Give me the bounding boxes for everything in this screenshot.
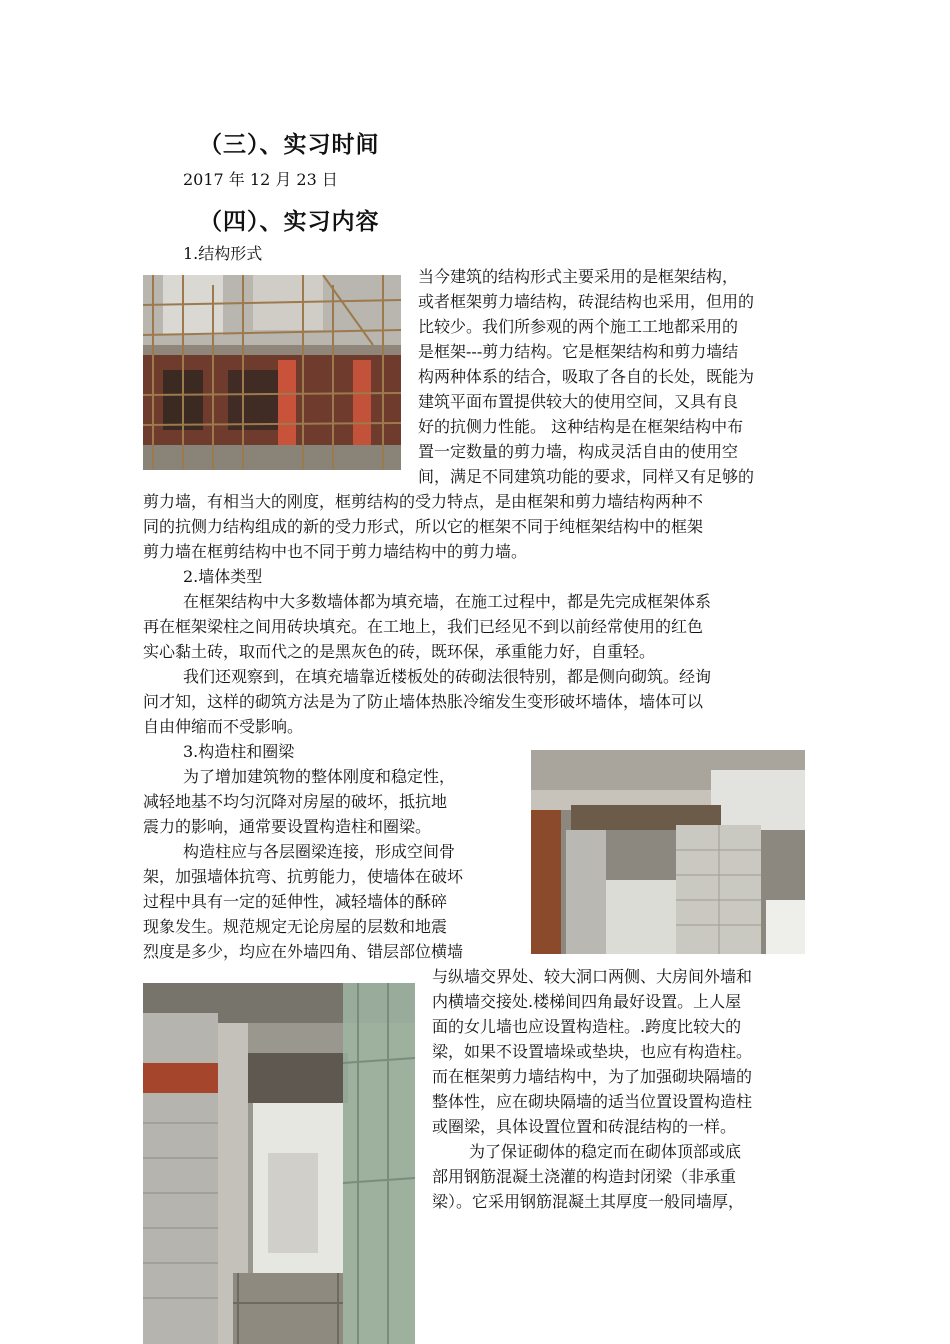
structure-paragraph-beside [418,264,754,489]
text-line: 梁，如果不设置墙垛或垫块，也应有构造柱。 [432,1042,753,1061]
text-line: 过程中具有一定的延伸性，减轻墙体的酥碎 [143,892,448,911]
text-line: 自由伸缩而不受影响。 [143,717,304,736]
text-line: 面的女儿墙也应设置构造柱。.跨度比较大的 [432,1017,742,1036]
text-line: 再在框架梁柱之间用砖块填充。在工地上，我们已经见不到以前经常使用的红色 [143,617,704,636]
text-line: 内横墙交接处.楼梯间四角最好设置。上人屋 [432,992,742,1011]
wall-type-paragraph-1 [143,589,711,664]
text-line: 与纵墙交界处、较大洞口两侧、大房间外墙和 [432,967,753,986]
scaffold-frame-photo [143,275,401,470]
text-line: 问才知，这样的砌筑方法是为了防止墙体热胀冷缩发生变形破坏墙体，墙体可以 [143,692,704,711]
subsection-3-title: 3.构造柱和圈梁 [183,742,295,761]
section-3-heading: （三）、实习时间 [199,132,380,158]
text-line: 烈度是多少，均应在外墙四角、错层部位横墙 [143,942,464,961]
text-line: 间，满足不同建筑功能的要求，同样又有足够的 [418,467,755,486]
text-line: 梁）。它采用钢筋混凝土其厚度一般同墙厚， [432,1192,745,1211]
column-beam-paragraph-right [432,964,752,1214]
text-line: 同的抗侧力结构组成的新的受力形式，所以它的框架不同于纯框架结构中的框架 [143,517,704,536]
text-line: 构两种体系的结合，吸取了各自的长处，既能为 [418,367,755,386]
constructional-column-photo [143,983,415,1344]
text-line: 震力的影响，通常要设置构造柱和圈梁。 [143,817,432,836]
subsection-2-title: 2.墙体类型 [183,567,263,586]
text-line: 在框架结构中大多数墙体都为填充墙，在施工过程中，都是先完成框架体系 [183,592,712,611]
text-line: 部用钢筋混凝土浇灌的构造封闭梁（非承重 [432,1167,737,1186]
text-line: 比较少。我们所参观的两个施工工地都采用的 [418,317,739,336]
text-line: 而在框架剪力墙结构中，为了加强砌块隔墙的 [432,1067,753,1086]
text-line: 好的抗侧力性能。 这种结构是在框架结构中布 [418,417,744,436]
text-line: 剪力墙，有相当大的刚度，框剪结构的受力特点，是由框架和剪力墙结构两种不 [143,492,704,511]
column-beam-paragraph-left [143,764,463,964]
subsection-1-title: 1.结构形式 [183,244,263,263]
text-line: 构造柱应与各层圈梁连接，形成空间骨 [183,842,456,861]
wall-type-paragraph-2 [143,664,711,739]
text-line: 或者框架剪力墙结构，砖混结构也采用，但用的 [418,292,755,311]
structure-paragraph-continued [143,489,703,564]
text-line: 剪力墙在框剪结构中也不同于剪力墙结构中的剪力墙。 [143,542,528,561]
section-4-heading: （四）、实习内容 [199,209,380,235]
text-line: 建筑平面布置提供较大的使用空间，又具有良 [418,392,739,411]
text-line: 或圈梁，具体设置位置和砖混结构的一样。 [432,1117,737,1136]
text-line: 置一定数量的剪力墙，构成灵活自由的使用空 [418,442,739,461]
internship-date: 2017 年 12 月 23 日 [183,170,338,189]
text-line: 我们还观察到，在填充墙靠近楼板处的砖砌法很特别，都是侧向砌筑。经询 [183,667,712,686]
text-line: 为了保证砌体的稳定而在砌体顶部或底 [469,1142,742,1161]
text-line: 减轻地基不均匀沉降对房屋的破坏，抵抗地 [143,792,448,811]
text-line: 架，加强墙体抗弯、抗剪能力，使墙体在破坏 [143,867,464,886]
text-line: 现象发生。规范规定无论房屋的层数和地震 [143,917,448,936]
text-line: 是框架---剪力结构。它是框架结构和剪力墙结 [418,342,739,361]
text-line: 实心黏土砖，取而代之的是黑灰色的砖，既环保，承重能力好，自重轻。 [143,642,656,661]
text-line: 为了增加建筑物的整体刚度和稳定性， [183,767,456,786]
ring-beam-photo [531,750,805,954]
text-line: 当今建筑的结构形式主要采用的是框架结构， [418,267,739,286]
text-line: 整体性，应在砌块隔墙的适当位置设置构造柱 [432,1092,753,1111]
